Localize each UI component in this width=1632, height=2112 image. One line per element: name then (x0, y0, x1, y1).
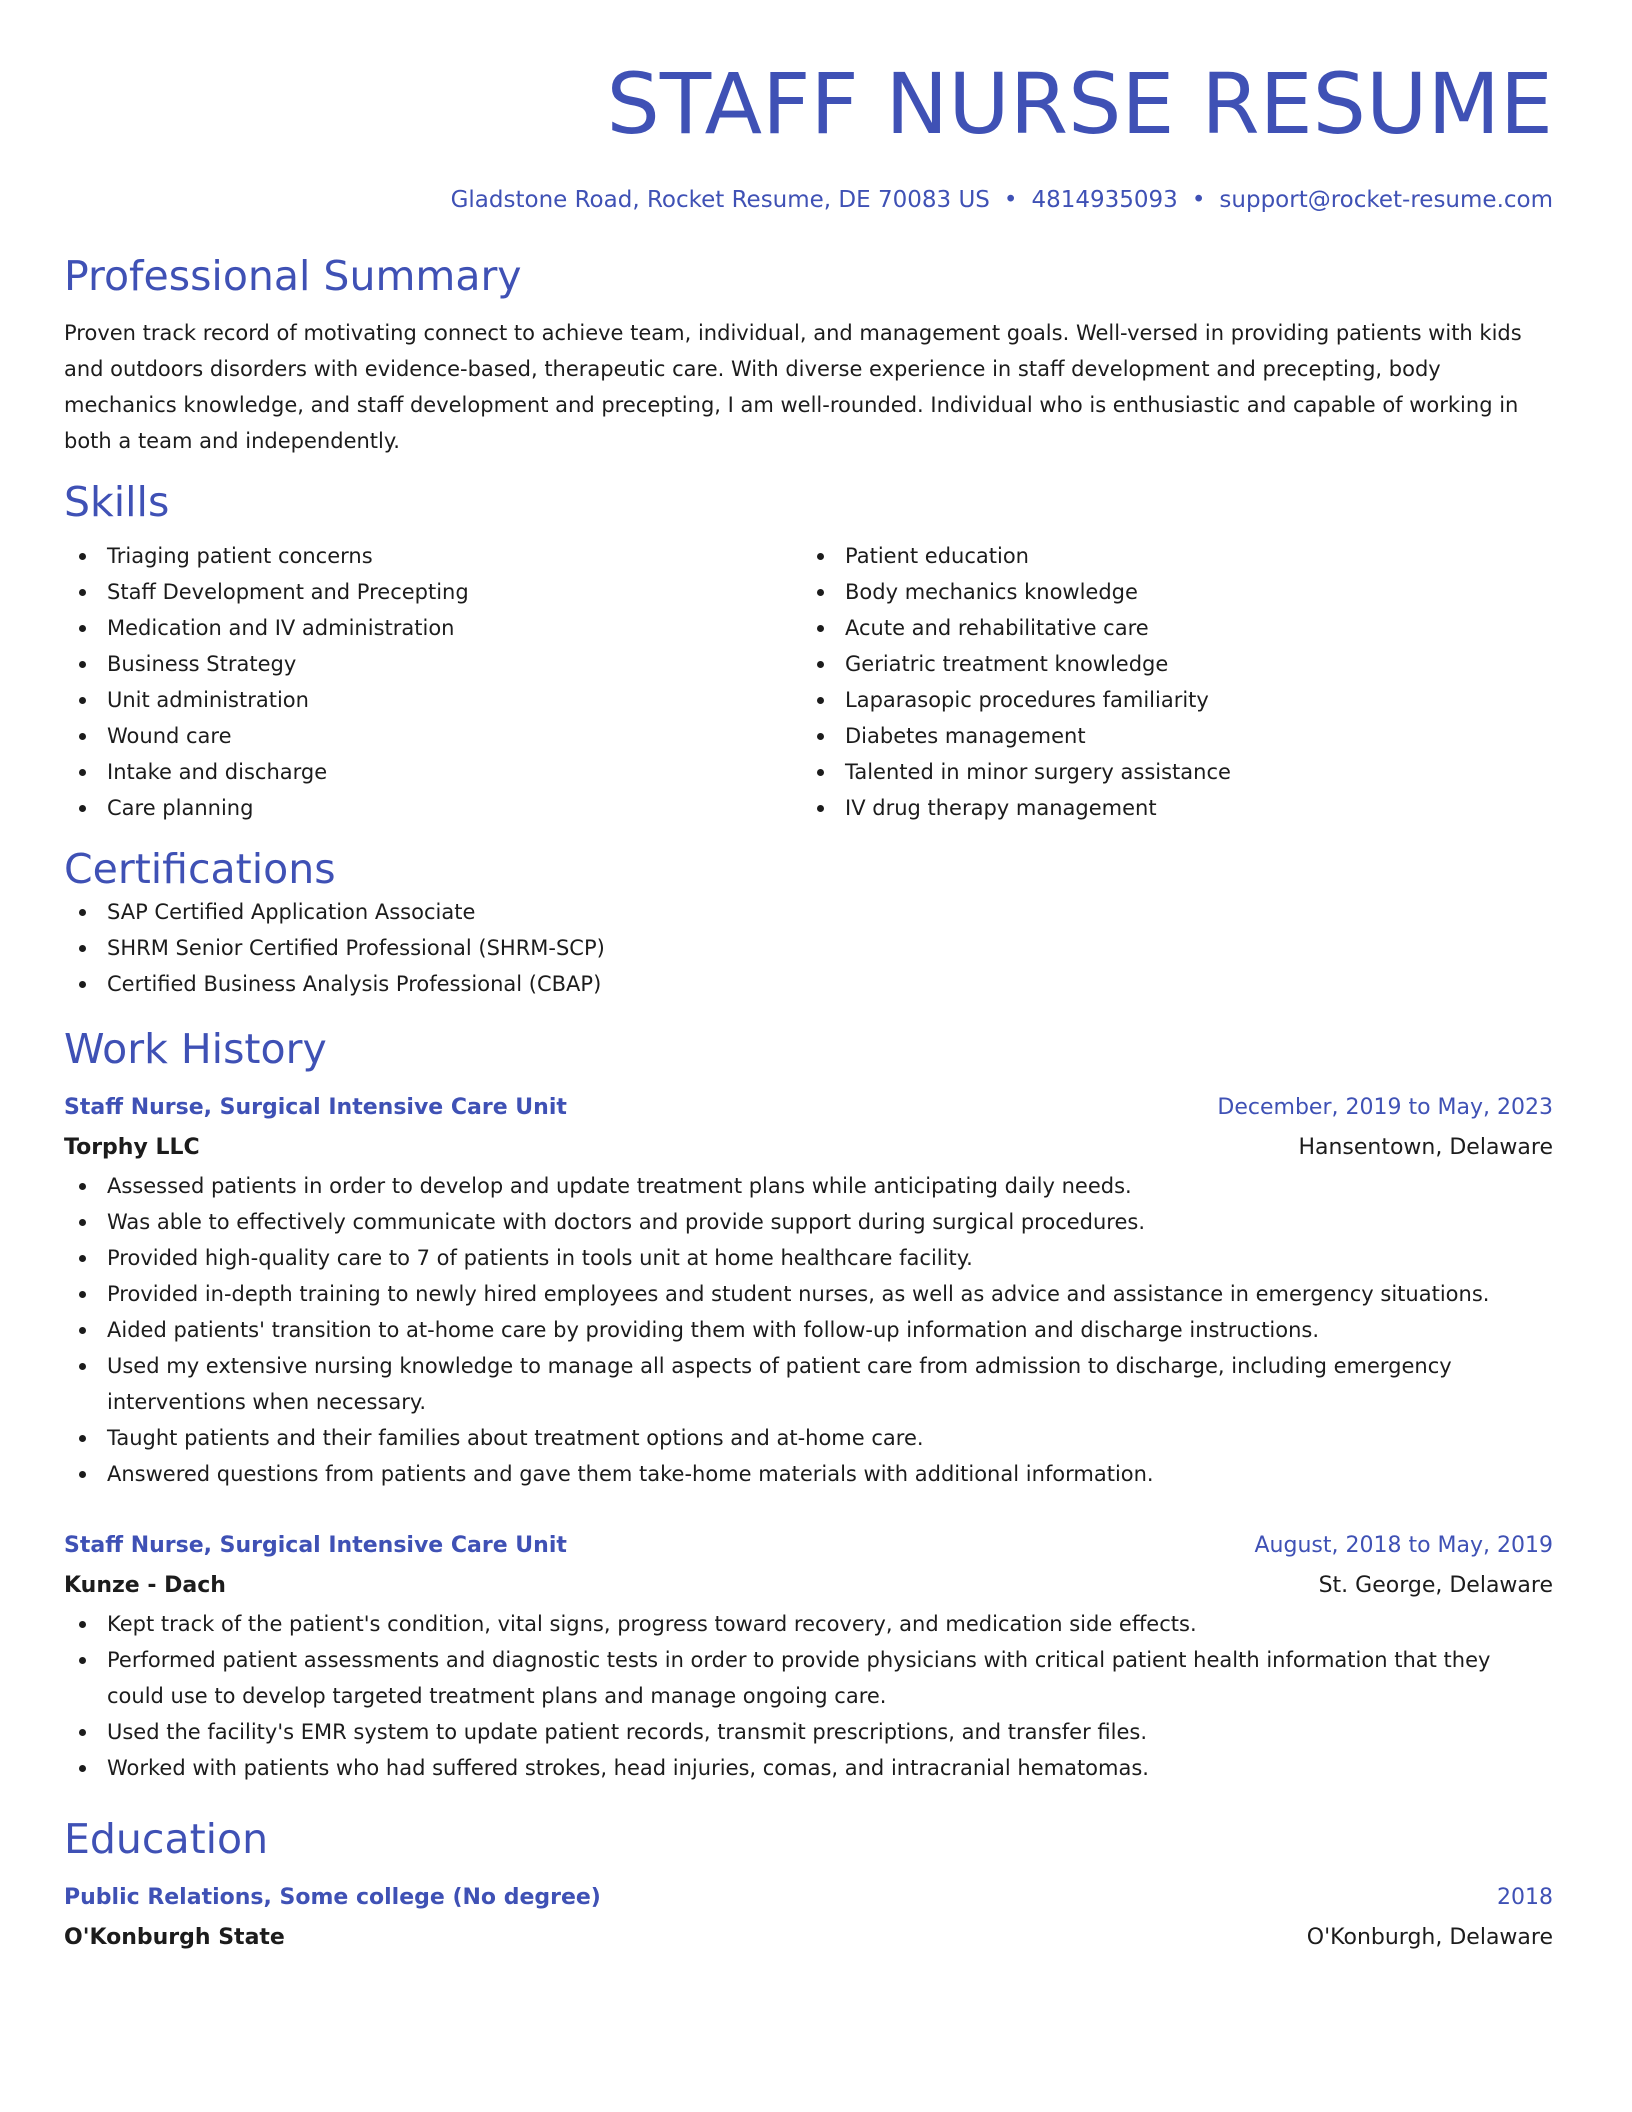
skill-item: Laparasopic procedures familiarity (802, 682, 1540, 718)
summary-heading: Professional Summary (64, 252, 522, 300)
skill-item: Body mechanics knowledge (802, 574, 1540, 610)
job-entry (64, 1526, 1553, 1786)
skills-grid (64, 538, 1553, 826)
certifications-section (64, 844, 1553, 1002)
education-location: O'Konburgh, Delaware (1306, 1925, 1553, 1950)
skill-item: Staff Development and Precepting (64, 574, 802, 610)
job-duty-item: Provided in-depth training to newly hired employees and student nurses, as well as advice and assistance in emergency situations. (64, 1276, 1553, 1312)
work-history-heading: Work History (64, 1025, 327, 1073)
skills-section (64, 477, 1553, 826)
job-dates: December, 2019 to May, 2023 (1217, 1095, 1553, 1120)
resume-header (64, 54, 1553, 215)
job-location: Hansentown, Delaware (1298, 1135, 1553, 1160)
summary-text: Proven track record of motivating connect to achieve team, individual, and management goals. Well-versed in providing patients with kids and outdoors disorders with evidence-based, therapeutic care. With diverse experience in staff development and precepting, body mechanics knowledge, and staff development and precepting, I am well-rounded. Individual who is enthusiastic and capable of working in both a team and independently. (64, 321, 1522, 453)
work-history-section (64, 1024, 1553, 1786)
skills-column-left (64, 538, 802, 826)
job-entry (64, 1088, 1553, 1492)
certification-item: SAP Certified Application Associate (64, 894, 1553, 930)
contact-separator: • (1003, 187, 1018, 213)
job-duty-item: Aided patients' transition to at-home care by providing them with follow-up information and discharge instructions. (64, 1312, 1553, 1348)
contact-phone: 4814935093 (1031, 187, 1178, 213)
contact-line (64, 185, 1553, 215)
skills-column-right (802, 538, 1540, 826)
skills-list-right (802, 538, 1540, 826)
certification-item: SHRM Senior Certified Professional (SHRM-SCP) (64, 930, 1553, 966)
education-school: O'Konburgh State (64, 1925, 285, 1950)
job-dates: August, 2018 to May, 2019 (1254, 1533, 1553, 1558)
job-duty-item: Assessed patients in order to develop and update treatment plans while anticipating daily needs. (64, 1168, 1553, 1204)
education-row (64, 1878, 1553, 1918)
job-duty-item: Answered questions from patients and gave them take-home materials with additional information. (64, 1456, 1553, 1492)
resume-title: STAFF NURSE RESUME (606, 55, 1553, 153)
education-section (64, 1814, 1553, 1958)
skill-item: Diabetes management (802, 718, 1540, 754)
skills-heading: Skills (64, 478, 170, 526)
job-duty-item: Used the facility's EMR system to update patient records, transmit prescriptions, and transfer files. (64, 1714, 1553, 1750)
contact-address: Gladstone Road, Rocket Resume, DE 70083 US (450, 187, 990, 213)
job-duty-item: Taught patients and their families about treatment options and at-home care. (64, 1420, 1553, 1456)
contact-separator: • (1191, 187, 1206, 213)
job-list (64, 1088, 1553, 1786)
skill-item: Patient education (802, 538, 1540, 574)
job-company: Kunze - Dach (64, 1573, 226, 1598)
skill-item: Care planning (64, 790, 802, 826)
job-duty-item: Performed patient assessments and diagnostic tests in order to provide physicians with critical patient health information that they could use to develop targeted treatment plans and manage ongoing care. (64, 1642, 1553, 1714)
job-duty-item: Provided high-quality care to 7 of patients in tools unit at home healthcare facility. (64, 1240, 1553, 1276)
skill-item: IV drug therapy management (802, 790, 1540, 826)
job-duty-item: Kept track of the patient's condition, vital signs, progress toward recovery, and medication side effects. (64, 1606, 1553, 1642)
education-entry (64, 1878, 1553, 1958)
job-duty-item: Worked with patients who had suffered strokes, head injuries, comas, and intracranial hematomas. (64, 1750, 1553, 1786)
skill-item: Intake and discharge (64, 754, 802, 790)
skills-list-left (64, 538, 802, 826)
education-heading: Education (64, 1815, 269, 1863)
skill-item: Business Strategy (64, 646, 802, 682)
certifications-heading: Certifications (64, 845, 336, 893)
skill-item: Talented in minor surgery assistance (802, 754, 1540, 790)
skill-item: Unit administration (64, 682, 802, 718)
job-company-row (64, 1128, 1553, 1168)
job-title-row (64, 1088, 1553, 1128)
skill-item: Triaging patient concerns (64, 538, 802, 574)
certifications-list (64, 894, 1553, 1002)
job-location: St. George, Delaware (1318, 1573, 1553, 1598)
job-duties-list (64, 1168, 1553, 1492)
job-duty-item: Used my extensive nursing knowledge to manage all aspects of patient care from admission to discharge, including emergency interventions when necessary. (64, 1348, 1553, 1420)
skill-item: Medication and IV administration (64, 610, 802, 646)
job-duties-list (64, 1606, 1553, 1786)
skill-item: Geriatric treatment knowledge (802, 646, 1540, 682)
certification-item: Certified Business Analysis Professional (CBAP) (64, 966, 1553, 1002)
job-duty-item: Was able to effectively communicate with doctors and provide support during surgical procedures. (64, 1204, 1553, 1240)
education-row (64, 1918, 1553, 1958)
job-company: Torphy LLC (64, 1135, 200, 1160)
contact-email: support@rocket-resume.com (1219, 187, 1553, 213)
education-year: 2018 (1497, 1885, 1553, 1910)
education-degree: Public Relations, Some college (No degree) (64, 1885, 601, 1910)
job-title-row (64, 1526, 1553, 1566)
skill-item: Wound care (64, 718, 802, 754)
skill-item: Acute and rehabilitative care (802, 610, 1540, 646)
job-title: Staff Nurse, Surgical Intensive Care Unit (64, 1533, 567, 1558)
job-company-row (64, 1566, 1553, 1606)
summary-section (64, 251, 1553, 459)
job-title: Staff Nurse, Surgical Intensive Care Unit (64, 1095, 567, 1120)
